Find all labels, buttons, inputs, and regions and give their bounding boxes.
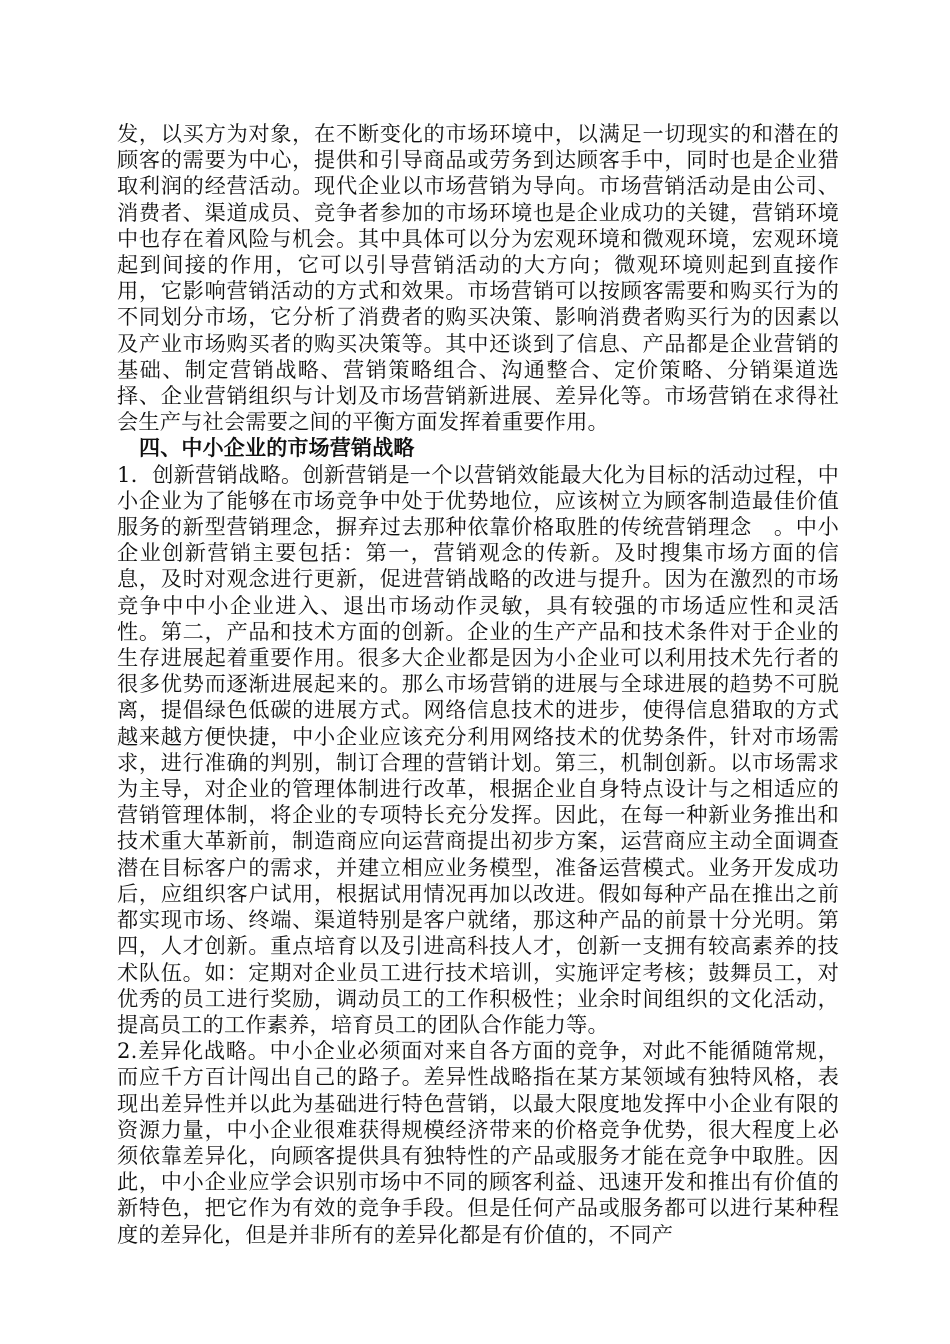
document-page bbox=[117, 121, 839, 1248]
paragraph-innovation-strategy: 1．创新营销战略。创新营销是一个以营销效能最大化为目标的活动过程，中小企业为了能够在市场竞争中处于优势地位，应该树立为顾客制造最佳价值服务的新型营销理念，摒弃过去那种依靠价格取胜的传统营销理念 。中小企业创新营销主要包括：第一，营销观念的传新。及时搜集市场方面的信息，及时对观念进行更新，促进营销战略的改进与提升。因为在激烈的市场竞争中中小企业进入、退出市场动作灵敏，具有较强的市场适应性和灵活性。第二，产品和技术方面的创新。企业的生产产品和技术条件对于企业的生存进展起着重要作用。很多大企业都是因为小企业可以利用技术先行者的很多优势而逐渐进展起来的。那么市场营销的进展与全球进展的趋势不可脱离，提倡绿色低碳的进展方式。网络信息技术的进步，使得信息猎取的方式越来越方便快捷，中小企业应该充分利用网络技术的优势条件，针对市场需求，进行准确的判别，制订合理的营销计划。第三，机制创新。以市场需求为主导，对企业的管理体制进行改革，根据企业自身特点设计与之相适应的营销管理体制，将企业的专项特长充分发挥。因此，在每一种新业务推出和技术重大革新前，制造商应向运营商提出初步方案，运营商应主动全面调查潜在目标客户的需求，并建立相应业务模型，准备运营模式。业务开发成功后，应组织客户试用，根据试用情况再加以改进。假如每种产品在推出之前都实现市场、终端、渠道特别是客户就绪，那这种产品的前景十分光明。第四，人才创新。重点培育以及引进高科技人才，创新一支拥有较高素养的技术队伍。如：定期对企业员工进行技术培训，实施评定考核；鼓舞员工，对优秀的员工进行奖励，调动员工的工作积极性；业余时间组织的文化活动，提高员工的工作素养，培育员工的团队合作能力等。 bbox=[117, 461, 839, 1037]
paragraph-intro: 发，以买方为对象，在不断变化的市场环境中，以满足一切现实的和潜在的顾客的需要为中心，提供和引导商品或劳务到达顾客手中，同时也是企业猎取利润的经营活动。现代企业以市场营销为导向。市场营销活动是由公司、消费者、渠道成员、竞争者参加的市场环境也是企业成功的关键，营销环境中也存在着风险与机会。其中具体可以分为宏观环境和微观环境，宏观环境起到间接的作用，它可以引导营销活动的大方向；微观环境则起到直接作用，它影响营销活动的方式和效果。市场营销可以按顾客需要和购买行为的不同划分市场，它分析了消费者的购买决策、影响消费者购买行为的因素以及产业市场购买者的购买决策等。其中还谈到了信息、产品都是企业营销的基础、制定营销战略、营销策略组合、沟通整合、定价策略、分销渠道选择、企业营销组织与计划及市场营销新进展、差异化等。市场营销在求得社会生产与社会需要之间的平衡方面发挥着重要作用。 bbox=[117, 121, 839, 435]
paragraph-differentiation-strategy: 2.差异化战略。中小企业必须面对来自各方面的竞争，对此不能循随常规，而应千方百计闯出自己的路子。差异性战略指在某方某领域有独特风格，表现出差异性并以此为基础进行特色营销，以最大限度地发挥中小企业有限的资源力量，中小企业很难获得规模经济带来的价格竞争优势，很大程度上必须依靠差异化，向顾客提供具有独特性的产品或服务才能在竞争中取胜。因此，中小企业应学会识别市场中不同的顾客利益、迅速开发和推出有价值的新特色，把它作为有效的竞争手段。但是任何产品或服务都可以进行某种程度的差异化，但是并非所有的差异化都是有价值的，不同产 bbox=[117, 1038, 839, 1247]
section-heading: 四、中小企业的市场营销战略 bbox=[139, 436, 415, 461]
